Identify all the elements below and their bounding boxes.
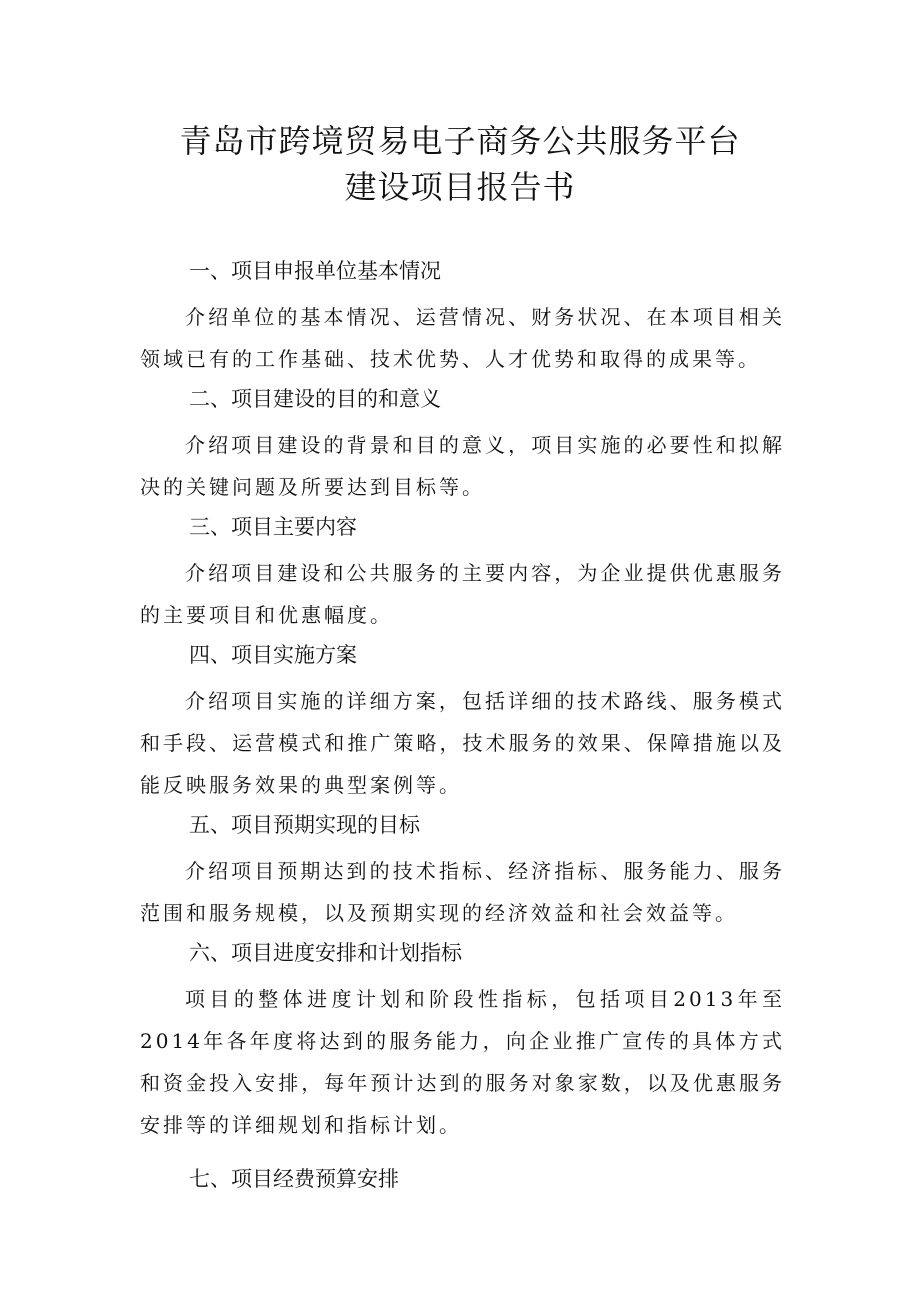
section-paragraph-5: 介绍项目预期达到的技术指标、经济指标、服务能力、服务范围和服务规模，以及预期实现的经济效益和社会效益等。 <box>140 859 785 925</box>
section-heading-6: 六、项目进度安排和计划指标 <box>189 941 462 965</box>
section-paragraph-3: 介绍项目建设和公共服务的主要内容，为企业提供优惠服务的主要项目和优惠幅度。 <box>140 561 785 627</box>
document-body <box>140 252 785 1204</box>
document-title <box>0 118 920 210</box>
section-heading-4: 四、项目实施方案 <box>189 643 357 667</box>
section-paragraph-4: 介绍项目实施的详细方案，包括详细的技术路线、服务模式和手段、运营模式和推广策略，技术服务的效果、保障措施以及能反映服务效果的典型案例等。 <box>140 689 785 797</box>
title-line-1: 青岛市跨境贸易电子商务公共服务平台 <box>179 122 741 160</box>
section-heading-7: 七、项目经费预算安排 <box>189 1167 399 1191</box>
section-heading-5: 五、项目预期实现的目标 <box>189 813 420 837</box>
section-paragraph-1: 介绍单位的基本情况、运营情况、财务状况、在本项目相关领域已有的工作基础、技术优势、人才优势和取得的成果等。 <box>140 305 785 371</box>
section-paragraph-2: 介绍项目建设的背景和目的意义，项目实施的必要性和拟解决的关键问题及所要达到目标等。 <box>140 433 785 499</box>
section-heading-1: 一、项目申报单位基本情况 <box>189 259 441 283</box>
section-paragraph-6: 项目的整体进度计划和阶段性指标，包括项目2013年至2014年各年度将达到的服务能力，向企业推广宣传的具体方式和资金投入安排，每年预计达到的服务对象家数，以及优惠服务安排等的详细规划和指标计划。 <box>140 987 785 1137</box>
title-line-2: 建设项目报告书 <box>344 168 576 206</box>
section-heading-2: 二、项目建设的目的和意义 <box>189 387 441 411</box>
section-heading-3: 三、项目主要内容 <box>189 515 357 539</box>
